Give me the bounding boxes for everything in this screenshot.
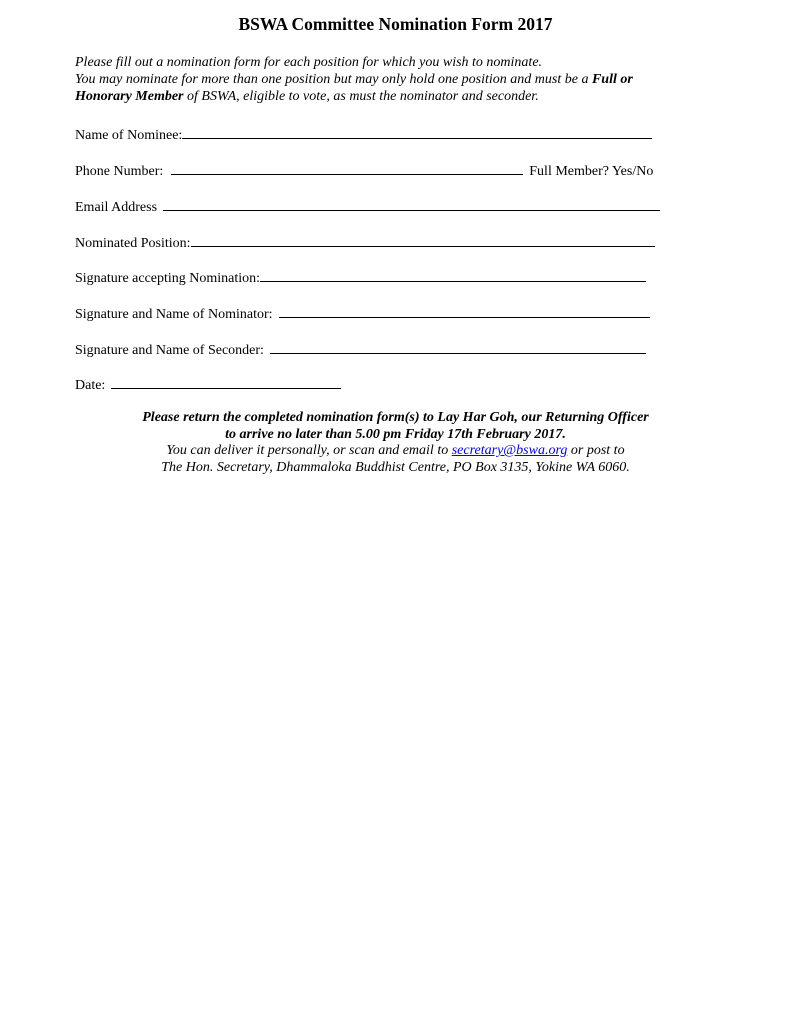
nominator-label: Signature and Name of Nominator: bbox=[75, 307, 273, 322]
intro-line-1: Please fill out a nomination form for each position for which you wish to nominate. bbox=[75, 55, 543, 70]
phone-field bbox=[75, 160, 653, 180]
signature-accept-input-line[interactable] bbox=[260, 267, 646, 282]
seconder-field bbox=[75, 339, 646, 359]
form-title: BSWA Committee Nomination Form 2017 bbox=[238, 14, 553, 34]
signature-accept-field bbox=[75, 267, 646, 287]
seconder-label: Signature and Name of Seconder: bbox=[75, 343, 264, 358]
intro-line-3 bbox=[75, 88, 715, 105]
closing-line-4: The Hon. Secretary, Dhammaloka Buddhist Centre, PO Box 3135, Yokine WA 6060. bbox=[161, 459, 630, 475]
closing-line-3-text: You can deliver it personally, or scan and email to bbox=[166, 443, 452, 458]
phone-input-line[interactable] bbox=[171, 160, 523, 175]
phone-label: Phone Number: bbox=[75, 164, 164, 179]
intro-line-2-text: You may nominate for more than one position but may only hold one position and must be a bbox=[75, 72, 592, 87]
email-label: Email Address bbox=[75, 200, 158, 215]
nominee-field bbox=[75, 124, 652, 144]
nominator-field bbox=[75, 303, 650, 323]
nominee-input-line[interactable] bbox=[182, 124, 652, 139]
return-instructions bbox=[0, 410, 791, 476]
intro-line-2 bbox=[75, 71, 715, 88]
full-member-label: Full Member? Yes/No bbox=[529, 164, 654, 179]
intro-full-or: Full or bbox=[591, 72, 633, 87]
date-field bbox=[75, 374, 341, 394]
signature-accept-label: Signature accepting Nomination: bbox=[75, 271, 261, 286]
closing-line-1: Please return the completed nomination form(s) to Lay Har Goh, our Returning Officer bbox=[142, 410, 649, 425]
email-field bbox=[75, 196, 660, 216]
closing-line-3 bbox=[0, 443, 791, 460]
date-label: Date: bbox=[75, 378, 106, 393]
position-field bbox=[75, 232, 655, 252]
nominator-input-line[interactable] bbox=[279, 303, 650, 318]
closing-line-3-end: or post to bbox=[567, 443, 625, 458]
secretary-email-link[interactable]: secretary@bswa.org bbox=[451, 443, 568, 458]
date-input-line[interactable] bbox=[111, 374, 341, 389]
position-label: Nominated Position: bbox=[75, 236, 191, 251]
closing-line-2: to arrive no later than 5.00 pm Friday 17th February 2017. bbox=[225, 426, 566, 442]
position-input-line[interactable] bbox=[191, 232, 655, 247]
intro-honorary-member: Honorary Member bbox=[75, 89, 184, 104]
nominee-label: Name of Nominee: bbox=[75, 128, 183, 143]
seconder-input-line[interactable] bbox=[270, 339, 646, 354]
intro-instructions bbox=[75, 54, 715, 105]
intro-line-3-text: of BSWA, eligible to vote, as must the nominator and seconder. bbox=[183, 89, 539, 104]
email-input-line[interactable] bbox=[163, 196, 660, 211]
